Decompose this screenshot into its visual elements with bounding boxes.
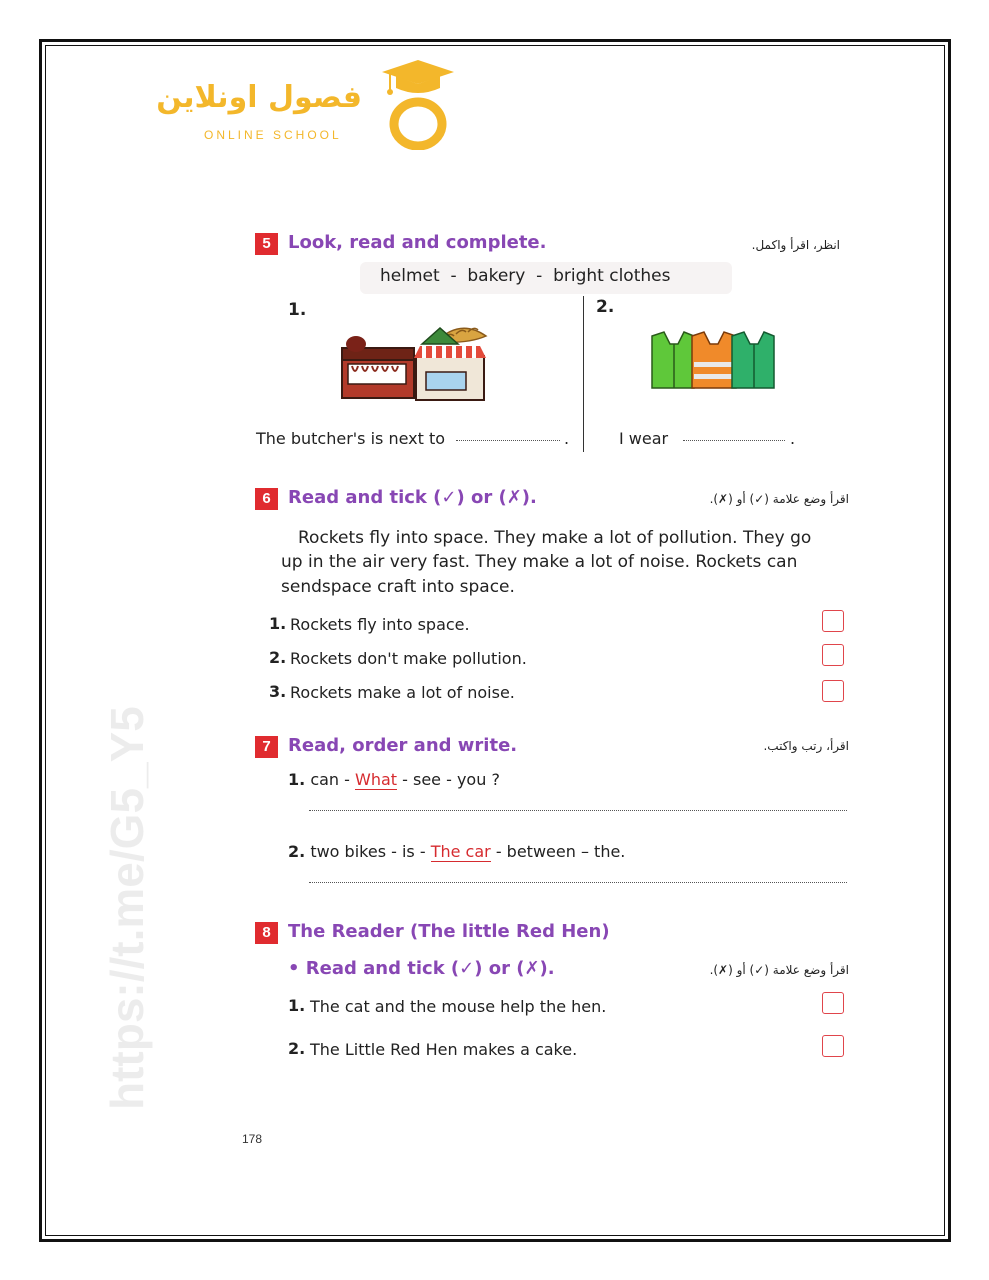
item-5-2-answer-line	[683, 440, 785, 441]
section-5-arabic-instruction: انظر، اقرأ واكمل.	[751, 238, 840, 252]
section-8-title: The Reader (The little Red Hen)	[288, 921, 610, 942]
section-7-arabic-instruction: اقرأ، رتب واكتب.	[763, 739, 849, 753]
item-5-1-number: 1.	[288, 300, 307, 320]
passage-line: Rockets fly into space. They make a lot of pollution. They go	[298, 528, 812, 548]
section-7-title: Read, order and write.	[288, 735, 518, 756]
section-7-number: 7	[255, 736, 278, 758]
item-5-2-number: 2.	[596, 297, 615, 317]
answer-line-7-1	[309, 810, 847, 811]
highlighted-word: What	[355, 770, 398, 789]
graduation-cap-icon	[378, 58, 458, 150]
section-5-number: 5	[255, 233, 278, 255]
section-5-title: Look, read and complete.	[288, 232, 547, 253]
item-5-2-sentence: I wear	[619, 429, 669, 448]
section-6-number: 6	[255, 488, 278, 510]
statement-8-1-text: The cat and the mouse help the hen.	[310, 997, 607, 1016]
statement-8-1-number: 1.	[288, 996, 306, 1015]
order-item-7-1: 1. can - What - see - you ?	[288, 770, 500, 789]
statement-6-3-number: 3.	[269, 682, 287, 701]
section-8-number: 8	[255, 922, 278, 944]
page-number: 178	[242, 1132, 263, 1146]
statement-8-2-text: The Little Red Hen makes a cake.	[310, 1040, 578, 1059]
statement-6-3-text: Rockets make a lot of noise.	[290, 683, 515, 702]
logo-arabic-text: فصول اونلاين	[156, 80, 362, 115]
answer-line-7-2	[309, 882, 847, 883]
school-logo	[156, 58, 458, 150]
statement-6-1-number: 1.	[269, 614, 287, 633]
order-item-7-2: 2. two bikes - is - The car - between – the.	[288, 842, 626, 861]
item-5-1-end: .	[564, 429, 570, 448]
tick-box-6-1[interactable]	[822, 610, 844, 632]
passage-line: sendspace craft into space.	[281, 577, 515, 597]
item-5-1-sentence: The butcher's is next to	[256, 429, 446, 448]
item-5-2-end: .	[790, 429, 796, 448]
passage-line: up in the air very fast. They make a lot of noise. Rockets can	[281, 552, 798, 572]
statement-6-2-text: Rockets don't make pollution.	[290, 649, 527, 668]
section-6-arabic-instruction: اقرأ وضع علامة (✓) أو (✗).	[709, 492, 849, 506]
word-bank: helmet - bakery - bright clothes	[380, 266, 671, 286]
section-8-subtitle: • Read and tick (✓) or (✗).	[288, 958, 555, 979]
butcher-bakery-picture	[340, 322, 490, 402]
tick-box-6-2[interactable]	[822, 644, 844, 666]
highlighted-word: The car	[430, 842, 491, 861]
statement-6-2-number: 2.	[269, 648, 287, 667]
logo-english-text: ONLINE SCHOOL	[204, 128, 342, 142]
item-5-1-answer-line	[456, 440, 560, 441]
statement-8-2-number: 2.	[288, 1039, 306, 1058]
watermark-text: https://t.me/G5_Y5	[101, 706, 153, 1110]
tick-box-8-2[interactable]	[822, 1035, 844, 1057]
section-8-arabic-instruction: اقرأ وضع علامة (✓) أو (✗).	[709, 963, 849, 977]
tick-box-6-3[interactable]	[822, 680, 844, 702]
tick-box-8-1[interactable]	[822, 992, 844, 1014]
statement-6-1-text: Rockets fly into space.	[290, 615, 470, 634]
safety-vests-picture	[648, 330, 776, 392]
column-divider	[583, 296, 584, 452]
section-6-title: Read and tick (✓) or (✗).	[288, 487, 537, 508]
